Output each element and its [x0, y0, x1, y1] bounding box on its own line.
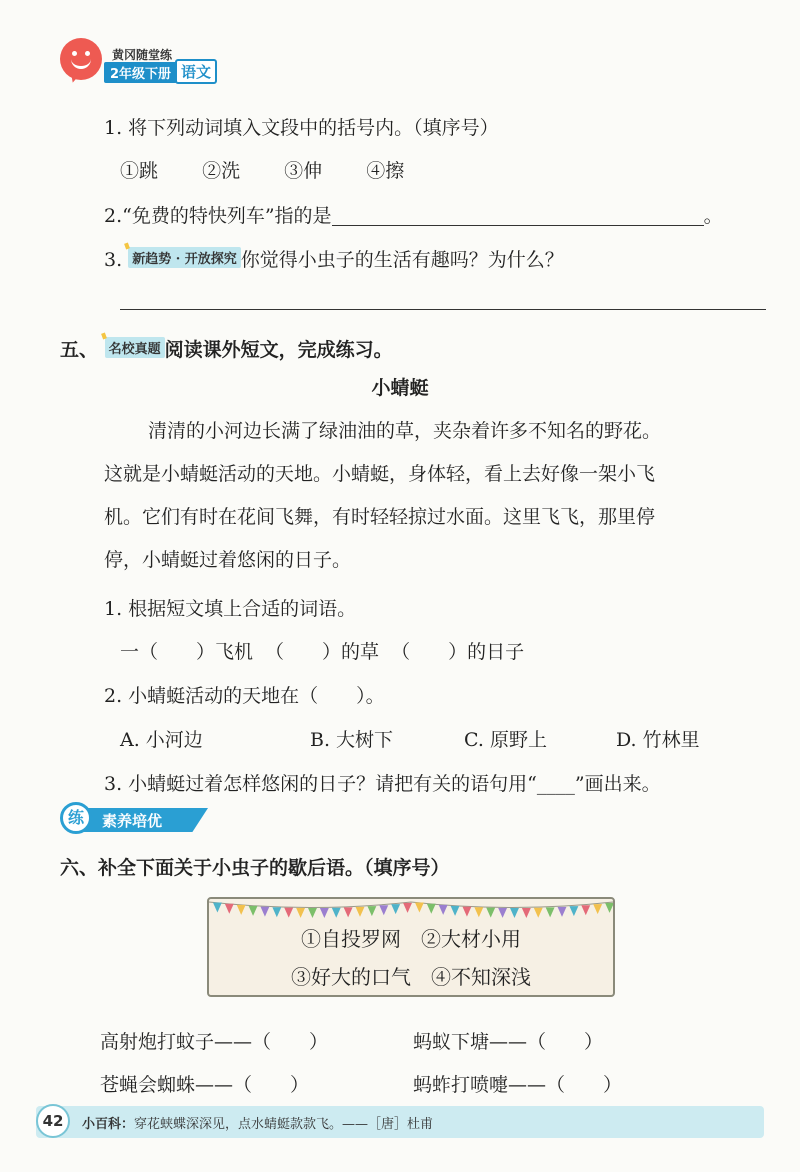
footer-note [82, 1113, 433, 1132]
answer-blank[interactable] [332, 205, 704, 226]
pennant [605, 903, 613, 913]
pennant [225, 904, 234, 914]
pennant [260, 907, 269, 917]
question-number: 3. [104, 249, 123, 271]
section-ribbon [60, 802, 210, 836]
pennant [498, 908, 507, 918]
pennant [522, 908, 531, 918]
trend-tag: 新趋势 · 开放探究 [128, 247, 241, 268]
pennant [284, 908, 293, 918]
exam-tag: 名校真题 [105, 337, 165, 358]
section-instruction: 阅读课外短文，完成练习。 [164, 339, 393, 361]
brand-name: 黄冈随堂练 [112, 48, 173, 62]
section-6-heading: 六、补全下面关于小虫子的歇后语。（填序号） [60, 857, 450, 879]
pennant [474, 907, 483, 917]
riddle-item: 蚂蚁下塘——（ ） [413, 1031, 604, 1053]
pennant [249, 906, 258, 916]
question-text: 你觉得小虫子的生活有趣吗？为什么？ [240, 249, 564, 271]
passage-line: 这就是小蜻蜓活动的天地。小蜻蜓，身体轻，看上去好像一架小飞 [104, 463, 656, 485]
question-4-1: 1. 将下列动词填入文段中的括号内。（填序号） [104, 117, 499, 139]
choice-item[interactable]: A. 小河边 [120, 729, 203, 751]
choice-item[interactable]: C. 原野上 [464, 729, 547, 751]
pennant [320, 908, 329, 918]
passage-title: 小蜻蜓 [371, 377, 429, 399]
pennant [439, 905, 448, 915]
grade-badge: 2年级下册 [104, 62, 177, 83]
pennant [451, 906, 460, 916]
option-item: ④擦 [366, 160, 405, 182]
pennant [558, 907, 567, 917]
choice-item[interactable]: D. 竹林里 [616, 729, 700, 751]
passage-line: 停，小蜻蜓过着悠闲的日子。 [104, 549, 352, 571]
pennant [308, 908, 317, 918]
section-5-heading [60, 335, 393, 362]
pennant [332, 908, 341, 918]
riddle-item: 高射炮打蚊子——（ ） [100, 1031, 329, 1053]
question-5-2: 2. 小蜻蜓活动的天地在（ ）。 [104, 685, 385, 707]
pennant [272, 907, 281, 917]
pennant [534, 908, 543, 918]
passage-line: 清清的小河边长满了绿油油的草，夹杂着许多不知名的野花。 [148, 420, 662, 442]
pennant [391, 904, 400, 914]
pennant [510, 908, 519, 918]
pennant [213, 902, 222, 912]
riddle-item: 苍蝇会蜘蛛——（ ） [100, 1074, 310, 1096]
passage-line: 机。它们有时在花间飞舞，有时轻轻掠过水面。这里飞飞，那里停 [104, 506, 656, 528]
section-number: 五、 [60, 339, 99, 361]
footer-quote: 穿花蛱蝶深深见，点水蜻蜓款款飞。——［唐］杜甫 [134, 1117, 434, 1132]
question-4-2 [104, 201, 723, 228]
pennant [462, 907, 471, 917]
answer-choice-box [207, 897, 615, 997]
passage [104, 410, 661, 582]
answer-line[interactable] [120, 309, 766, 310]
pennant [356, 907, 365, 917]
section-label: 素养培优 [102, 812, 163, 830]
option-list [120, 156, 404, 183]
option-item: ①跳 [120, 160, 159, 182]
choice-item[interactable]: B. 大树下 [310, 729, 394, 751]
pennant [403, 903, 412, 913]
footer-bar [36, 1106, 764, 1138]
option-item: ②洗 [202, 160, 241, 182]
footer-label: 小百科： [82, 1117, 135, 1132]
page-number: 42 [36, 1104, 70, 1138]
riddle-item: 蚂蚱打喷嚏——（ ） [413, 1074, 623, 1096]
fill-blanks-line: 一（ ）飞机 （ ）的草 （ ）的日子 [120, 641, 525, 663]
question-4-3 [104, 245, 564, 272]
choice-list [120, 725, 700, 752]
pennant [569, 906, 578, 916]
pennant [546, 907, 555, 917]
pennant [427, 904, 436, 914]
question-5-1: 1. 根据短文填上合适的词语。 [104, 598, 357, 620]
question-period: 。 [703, 205, 723, 227]
box-row: ①自投罗网 ②大材小用 [301, 927, 521, 951]
pennant [415, 902, 424, 912]
question-5-3: 3. 小蜻蜓过着怎样悠闲的日子？请把有关的语句用“____”画出来。 [104, 773, 661, 795]
pennant [486, 908, 495, 918]
pennant [344, 907, 353, 917]
logo-icon [60, 38, 102, 80]
bunting-decoration [209, 899, 613, 921]
pennant [367, 906, 376, 916]
pennant [237, 905, 246, 915]
practice-icon: 练 [60, 802, 92, 834]
pennant [581, 905, 590, 915]
subject-badge: 语文 [175, 59, 217, 84]
box-row: ③好大的口气 ④不知深浅 [291, 965, 531, 989]
option-item: ③伸 [284, 160, 323, 182]
pennant [379, 905, 388, 915]
pennant [296, 908, 305, 918]
question-text: 2.“免费的特快列车”指的是 [104, 205, 332, 227]
pennant [593, 904, 602, 914]
